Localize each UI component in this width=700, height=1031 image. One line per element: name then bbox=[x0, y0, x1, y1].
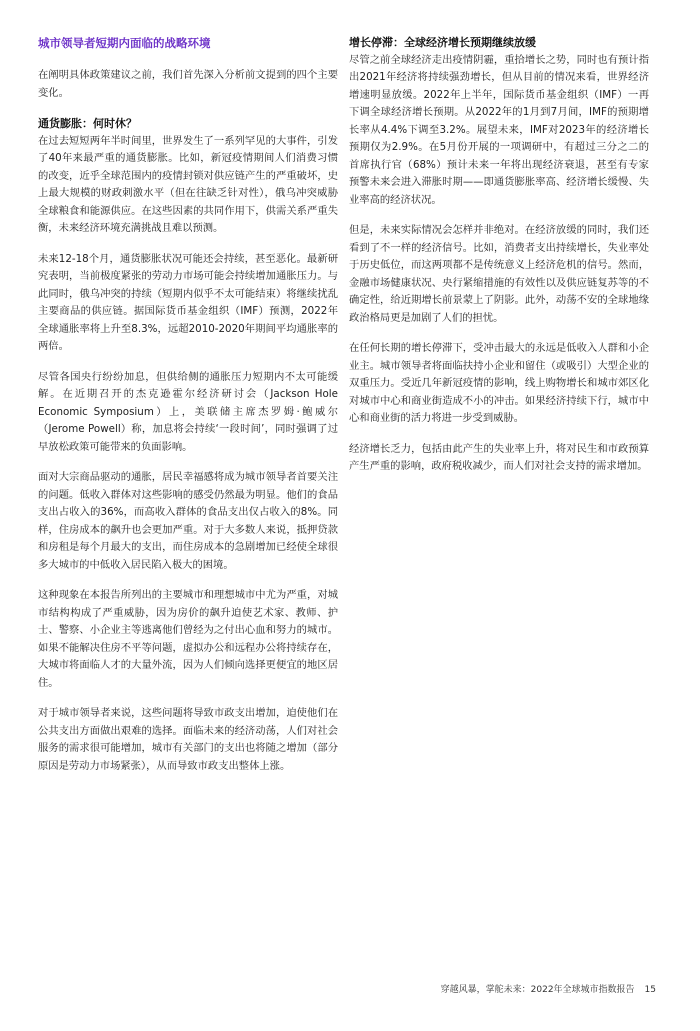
inflation-heading: 通货膨胀：何时休？ bbox=[38, 117, 137, 130]
page-footer bbox=[0, 982, 656, 995]
page-number: 15 bbox=[644, 985, 656, 995]
body-paragraph: 面对大宗商品驱动的通胀，居民幸福感将成为城市领导者首要关注的问题。低收入群体对这些影响的感受仍然最为明显。他们的食品支出占收入的36%，而高收入群体的食品支出仅占收入的8%。同样，住房成本的飙升也会更加严重。对于大多数人来说，抵押贷款和房租是每个月最大的支出，而住房成本的急剧增加已经使全球很多大城市的中低收入居民陷入极大的困境。 bbox=[38, 471, 338, 571]
intro-paragraph: 在阐明具体政策建议之前，我们首先深入分析前文提到的四个主要变化。 bbox=[38, 69, 338, 99]
body-paragraph: 未来12-18个月，通货膨胀状况可能还会持续，甚至恶化。最新研究表明，当前极度紧张的劳动力市场可能会持续增加通胀压力。与此同时，俄乌冲突的持续（短期内似乎不太可能结束）将继续扰乱主要商品的供应链。据国际货币基金组织（IMF）预测，2022年全球通胀率将上升至8.3%，远超2010-2020年期间平均通胀率的两倍。 bbox=[38, 252, 338, 352]
body-paragraph: 在任何长期的增长停滞下，受冲击最大的永远是低收入人群和小企业主。城市领导者将面临扶持小企业和留住（或吸引）大型企业的双重压力。受近几年新冠疫情的影响，线上购物增长和城市郊区化对城市中心和商业街造成不小的冲击。如果经济持续下行，城市中心和商业街的活力将进一步受到威胁。 bbox=[349, 342, 649, 424]
report-title: 穿越风暴，掌舵未来：2022年全球城市指数报告 bbox=[440, 985, 635, 995]
body-paragraph: 经济增长乏力，包括由此产生的失业率上升，将对民生和市政预算产生严重的影响，政府税收减少，而人们对社会支持的需求增加。 bbox=[349, 442, 649, 472]
stagnation-heading: 增长停滞：全球经济增长预期继续放缓 bbox=[349, 36, 536, 49]
section-title: 城市领导者短期内面临的战略环境 bbox=[38, 36, 211, 50]
body-paragraph: 尽管各国央行纷纷加息，但供给侧的通胀压力短期内不太可能缓解。在近期召开的杰克逊霍尔经济研讨会（Jackson Hole Economic Symposium）上，美联储主席杰罗姆·鲍威尔（Jerome Powell）称，加息将会持续‘一段时间’，同时强调了过早放松政策可能带来的负面影响。 bbox=[38, 370, 338, 453]
right-column bbox=[349, 34, 649, 489]
body-paragraph: 在过去短短两年半时间里，世界发生了一系列罕见的大事件，引发了40年来最严重的通货膨胀。比如，新冠疫情期间人们消费习惯的改变，近乎全球范围内的疫情封锁对供应链产生的严重破坏，史上最大规模的财政刺激水平（但在往缺乏针对性），俄乌冲突威胁全球粮食和能源供应。在这些因素的共同作用下，供需关系严重失衡，未来经济环境充满挑战且难以预测。 bbox=[38, 134, 338, 234]
body-paragraph: 对于城市领导者来说，这些问题将导致市政支出增加，迫使他们在公共支出方面做出艰难的选择。面临未来的经济动荡，人们对社会服务的需求很可能增加，城市有关部门的支出也将随之增加（部分原因是劳动力市场紧张），从而导致市政支出整体上涨。 bbox=[38, 707, 338, 772]
left-column bbox=[38, 34, 338, 788]
body-paragraph: 这种现象在本报告所列出的主要城市和理想城市中尤为严重，对城市结构构成了严重威胁，因为房价的飙升迫使艺术家、教师、护士、警察、小企业主等逃离他们曾经为之付出心血和努力的城市。如果不能解决住房不平等问题，虚拟办公和远程办公将持续存在，大城市将面临人才的大量外流，因为人们倾向选择更便宜的地区居住。 bbox=[38, 589, 338, 689]
body-paragraph: 但是，未来实际情况会怎样并非绝对。在经济放缓的同时，我们还看到了不一样的经济信号。比如，消费者支出持续增长，失业率处于历史低位，而这两项都不是传统意义上经济危机的信号。然而，金融市场健康状况、央行紧缩措施的有效性以及供应链复苏等的不确定性，给近期增长前景蒙上了阴影。此外，动荡不安的全球地缘政治格局更是加剧了人们的担忧。 bbox=[349, 224, 649, 324]
body-paragraph: 尽管之前全球经济走出疫情阴霾，重拾增长之势，同时也有预计指出2021年经济将持续强劲增长，但从目前的情况来看，世界经济增速明显放缓。2022年上半年，国际货币基金组织（IMF）一再下调全球经济增长预期。从2022年的1月到7月间，IMF的预期增长率从4.4%下调至3.2%。展望未来，IMF对2023年的经济增长预期仅为2.9%。在5月份开展的一项调研中，有超过三分之二的首席执行官（68%）预计未来一年将出现经济衰退，甚至有专家预警未来会进入滞胀时期——即通货膨胀率高、经济增长缓慢、失业率高的经济状况。 bbox=[349, 53, 649, 206]
